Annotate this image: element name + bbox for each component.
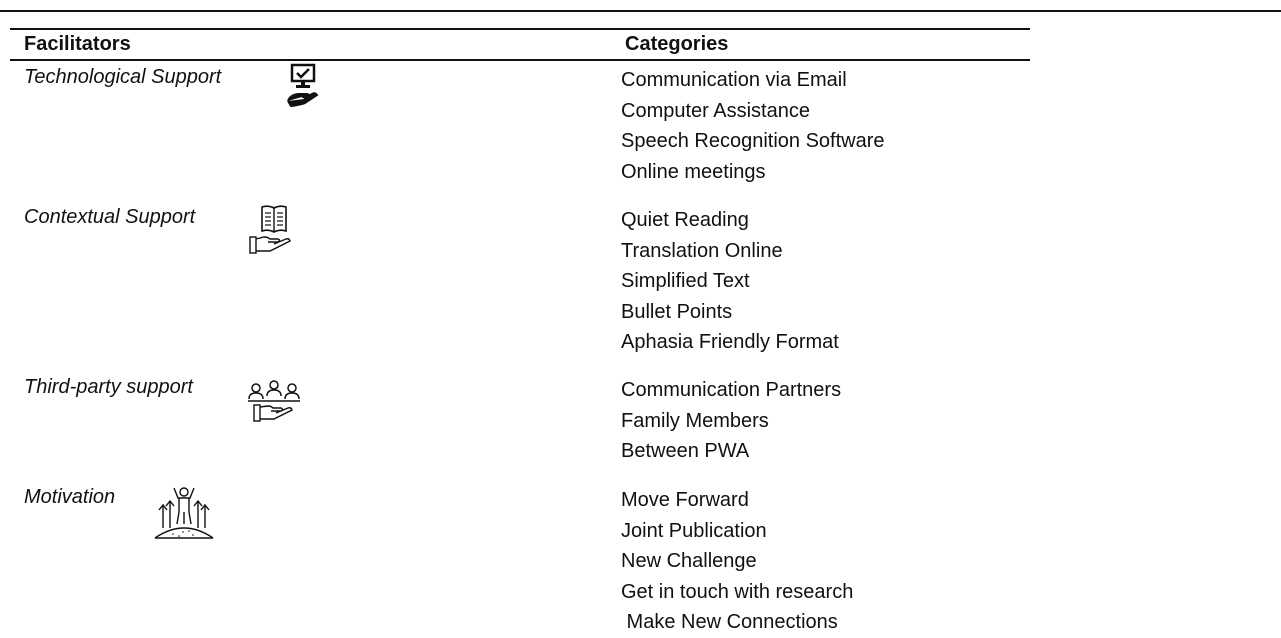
hand-holding-monitor-icon (286, 63, 320, 107)
category-item: Communication Partners (621, 379, 842, 401)
category-item: Computer Assistance (621, 99, 810, 122)
category-item: Family Members (621, 409, 769, 432)
facilitator-label: Technological Support (24, 66, 222, 88)
category-list (621, 65, 885, 187)
category-item: Speech Recognition Software (621, 130, 885, 152)
category-item: Aphasia Friendly Format (621, 331, 839, 353)
category-item: New Challenge (621, 550, 757, 572)
category-list (621, 205, 839, 358)
facilitator-label: Motivation (24, 486, 116, 508)
category-item: Between PWA (621, 440, 750, 462)
top-rule (0, 10, 1281, 12)
header-facilitators: Facilitators (24, 33, 131, 55)
category-item: Communication via Email (621, 69, 847, 91)
category-item: Bullet Points (621, 300, 733, 323)
category-item: Make New Connections (621, 611, 838, 633)
facilitator-label: Contextual Support (24, 206, 196, 228)
hand-holding-book-icon (248, 203, 300, 257)
category-list (621, 375, 841, 467)
category-item: Online meetings (621, 160, 766, 183)
category-item: Simplified Text (621, 270, 750, 292)
hand-holding-people-icon (246, 379, 302, 425)
header-bottom-rule (10, 59, 1030, 61)
header-top-rule (10, 28, 1030, 30)
category-item: Translation Online (621, 239, 783, 262)
person-on-hill-arrows-icon (153, 484, 215, 540)
category-item: Move Forward (621, 489, 749, 511)
category-item: Quiet Reading (621, 209, 749, 231)
category-item: Get in touch with research (621, 580, 854, 603)
facilitator-label: Third-party support (24, 376, 193, 398)
category-list (621, 485, 853, 638)
category-item: Joint Publication (621, 519, 767, 542)
header-categories: Categories (625, 33, 729, 55)
